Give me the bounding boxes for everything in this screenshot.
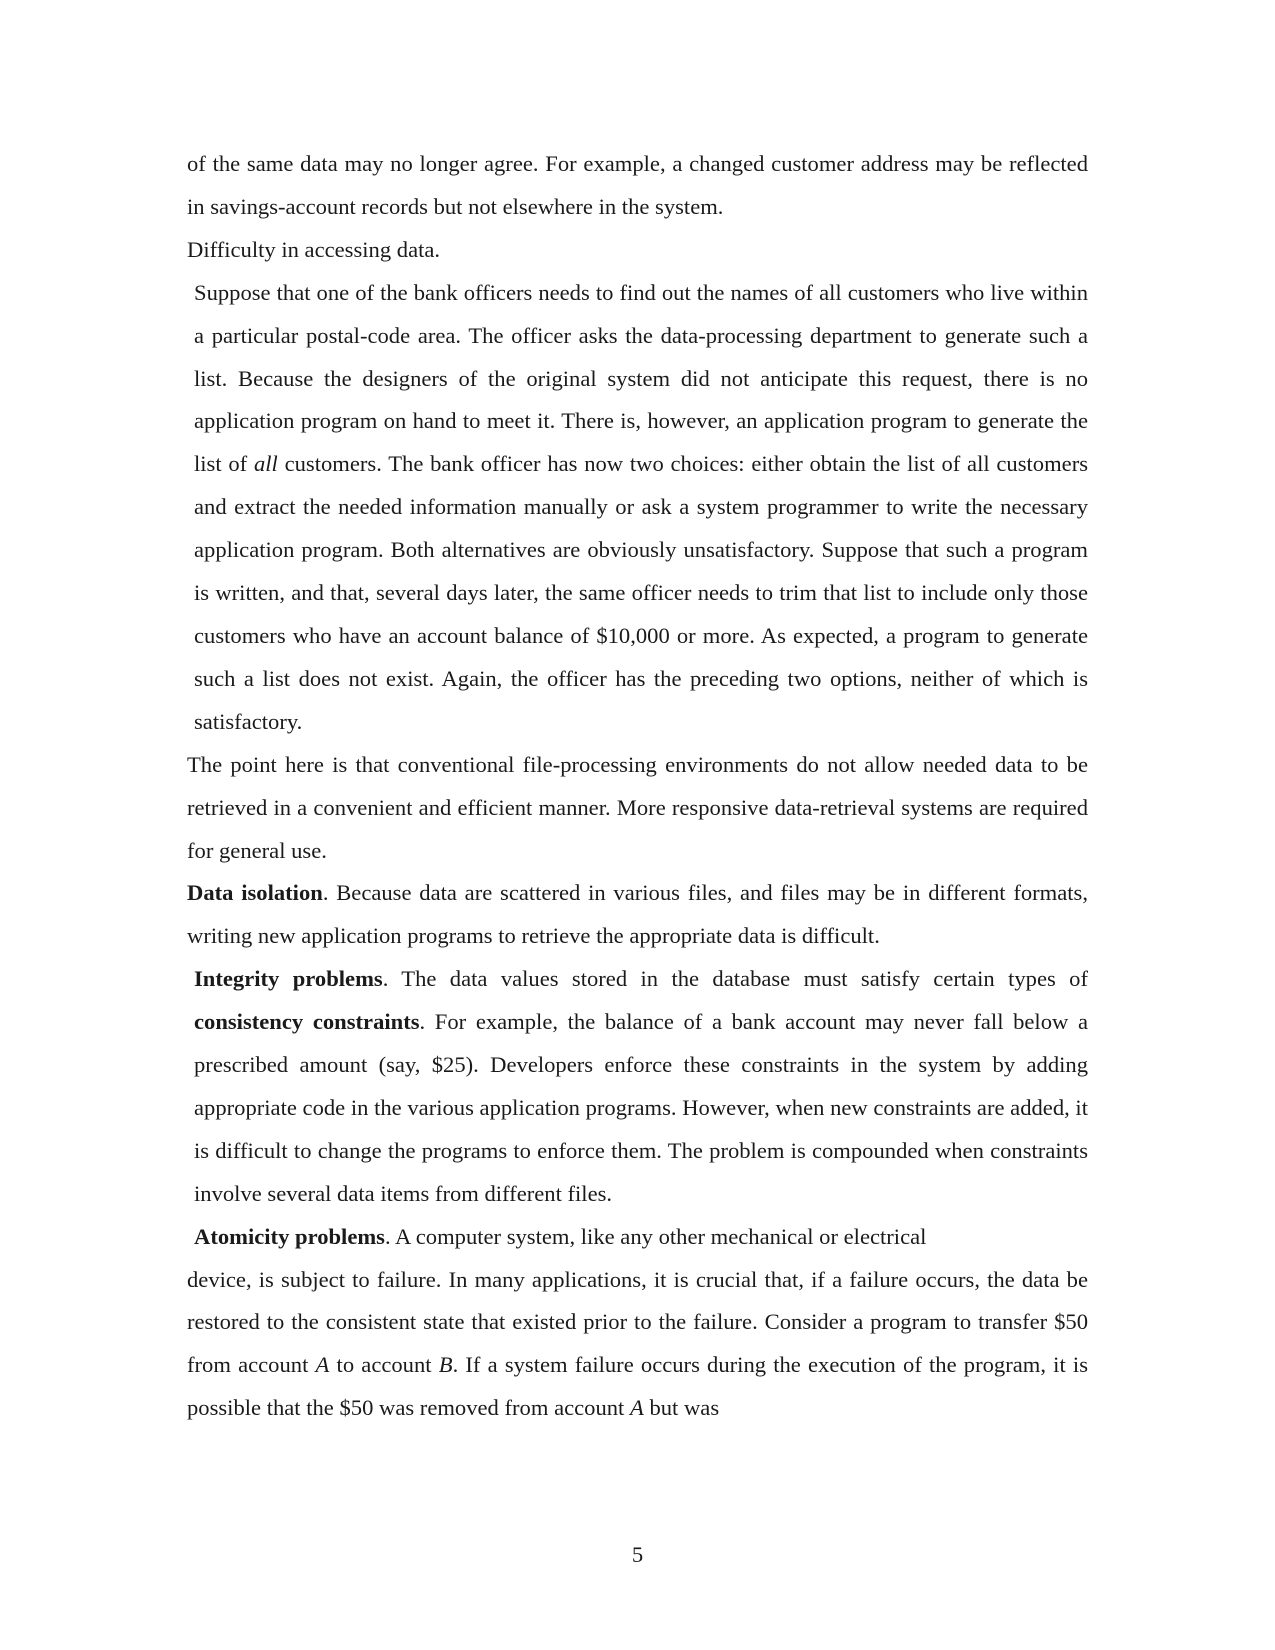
paragraph-atomicity-heading-line: Atomicity problems. A computer system, like any other mechanical or electrical — [194, 1223, 927, 1249]
heading-difficulty-accessing-data: Difficulty in accessing data. — [187, 236, 441, 262]
term-atomicity-problems: Atomicity problems — [194, 1223, 385, 1249]
paragraph-inconsistency-continued: of the same data may no longer agree. For example, a changed customer address may be reflected in savings-account records but not elsewhere in the system. — [187, 151, 1088, 219]
page-number: 5 — [631, 1542, 644, 1567]
term-consistency-constraints: consistency constraints — [194, 1009, 420, 1035]
paragraph-point-here: The point here is that conventional file-processing environments do not allow needed data to be retrieved in a convenient and efficient manner. More responsive data-retrieval systems are required for general use. — [187, 751, 1088, 863]
variable-account-a: A — [315, 1352, 330, 1378]
paragraph-data-isolation: Data isolation. Because data are scattered in various files, and files may be in different formats, writing new application programs to retrieve the appropriate data is difficult. — [187, 880, 1088, 949]
paragraph-atomicity-body: device, is subject to failure. In many applications, it is crucial that, if a failure occurs, the data be restored to the consistent state that existed prior to the failure. Consider a program to transfer $50 from account A to account B. If a system failure occurs during the execution of the program, it is possible that the $50 was removed from account A but was — [187, 1266, 1088, 1421]
body-text — [187, 143, 1088, 1430]
emphasis-all: all — [253, 451, 278, 477]
variable-account-b: B — [438, 1352, 453, 1378]
term-data-isolation: Data isolation — [187, 880, 323, 906]
paragraph-bank-officer-example: Suppose that one of the bank officers needs to find out the names of all customers who live within a particular postal-code area. The officer asks the data-processing department to generate such a list. Because the designers of the original system did not anticipate this request, there is no application program on hand to meet it. There is, however, an application program to generate the list of all customers. The bank officer has now two choices: either obtain the list of all customers and extract the needed information manually or ask a system programmer to write the necessary application program. Both alternatives are obviously unsatisfactory. Suppose that such a program is written, and that, several days later, the same officer needs to trim that list to include only those customers who have an account balance of $10,000 or more. As expected, a program to generate such a list does not exist. Again, the officer has the preceding two options, neither of which is satisfactory. — [194, 279, 1089, 734]
paragraph-integrity-problems: Integrity problems. The data values stored in the database must satisfy certain types of consistency constraints. For example, the balance of a bank account may never fall below a prescribed amount (say, $25). Developers enforce these constraints in the system by adding appropriate code in the various application programs. However, when new constraints are added, it is difficult to change the programs to enforce them. The problem is compounded when constraints involve several data items from different files. — [194, 966, 1088, 1206]
term-integrity-problems: Integrity problems — [194, 966, 383, 992]
variable-account-a-2: A — [629, 1395, 644, 1421]
